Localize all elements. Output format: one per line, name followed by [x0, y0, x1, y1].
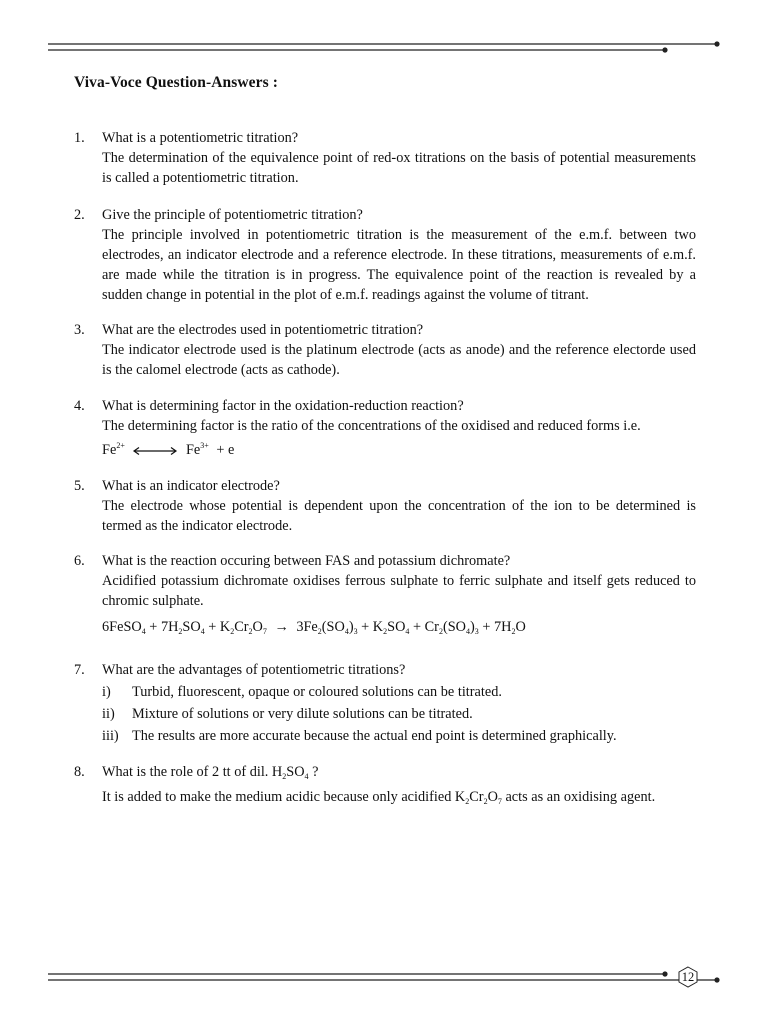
- answer-text: It is added to make the medium acidic because only acidified $K_2Cr_2O_7$ acts as an oxidising agent.: [102, 789, 656, 806]
- qa-item-1: [74, 128, 696, 188]
- question-number: 2.: [74, 207, 85, 223]
- question-number: 3.: [74, 322, 85, 338]
- question-text: What is the role of 2 tt of dil. $H_2SO_4$ ?: [102, 764, 319, 781]
- qa-item-3: [74, 320, 696, 380]
- list-item: ii) Mixture of solutions or very dilute solutions can be titrated.: [102, 706, 473, 722]
- answer-text: The determining factor is the ratio of the concentrations of the oxidised and reduced forms i.e.: [102, 418, 641, 434]
- page-title: Viva-Voce Question-Answers :: [74, 74, 278, 91]
- equilibrium-arrow-icon: [132, 446, 178, 456]
- question-number: 6.: [74, 553, 85, 569]
- footer-rule: [48, 970, 720, 984]
- answer-text: The determination of the equivalence point of red-ox titrations on the basis of potential measurements is called a potentiometric titration.: [102, 150, 696, 186]
- question-text: What is a potentiometric titration?: [102, 130, 299, 146]
- redox-equation: $Fe^{2+}$ $Fe^{3+} + e$: [102, 441, 235, 458]
- qa-item-6: [74, 551, 696, 642]
- reaction-arrow-icon: →: [274, 619, 289, 635]
- list-item: iii) The results are more accurate because the actual end point is determined graphically.: [102, 728, 617, 744]
- question-text: Give the principle of potentiometric titration?: [102, 207, 363, 223]
- answer-text: The indicator electrode used is the platinum electrode (acts as anode) and the reference electorde used is the calomel electrode (acts as cathode).: [102, 342, 696, 378]
- answer-text: The electrode whose potential is dependent upon the concentration of the ion to be determined is termed as the indicator electrode.: [102, 498, 696, 534]
- question-text: What is determining factor in the oxidation-reduction reaction?: [102, 398, 464, 414]
- question-text: What are the advantages of potentiometric titrations?: [102, 662, 406, 678]
- question-number: 4.: [74, 398, 85, 414]
- question-text: What is the reaction occuring between FAS and potassium dichromate?: [102, 553, 511, 569]
- answer-text: Acidified potassium dichromate oxidises ferrous sulphate to ferric sulphate and itself gets reduced to chromic sulphate.: [102, 573, 696, 609]
- question-number: 8.: [74, 764, 85, 780]
- chemical-equation: 6FeSO$_4$ + $7H_2SO_4 + K_2Cr_2O_7 \to 3Fe_2(SO_4)_3 + K_2SO_4 + Cr_2(SO_4)_3 + 7H_2O$: [102, 619, 526, 636]
- answer-text: The principle involved in potentiometric titration is the measurement of the e.m.f. between two electrodes, an indicator electrode and a reference electrode. In these titrations, measurements of e.m.f. are made while the titration is in progress. The equivalence point of the reaction is revealed by a sudden change in potential in the plot of e.m.f. readings against the volume of titrant.: [102, 227, 696, 303]
- question-number: 1.: [74, 130, 85, 146]
- qa-item-4: [74, 396, 696, 460]
- question-number: 7.: [74, 662, 85, 678]
- question-text: What are the electrodes used in potentiometric titration?: [102, 322, 424, 338]
- qa-item-2: [74, 205, 696, 305]
- question-text: What is an indicator electrode?: [102, 478, 280, 494]
- list-item: i) Turbid, fluorescent, opaque or coloured solutions can be titrated.: [102, 684, 502, 700]
- page-number: 12: [681, 970, 695, 984]
- header-rule: [48, 40, 720, 54]
- question-number: 5.: [74, 478, 85, 494]
- qa-item-7: [74, 660, 696, 746]
- qa-item-5: [74, 476, 696, 536]
- qa-item-8: [74, 762, 696, 812]
